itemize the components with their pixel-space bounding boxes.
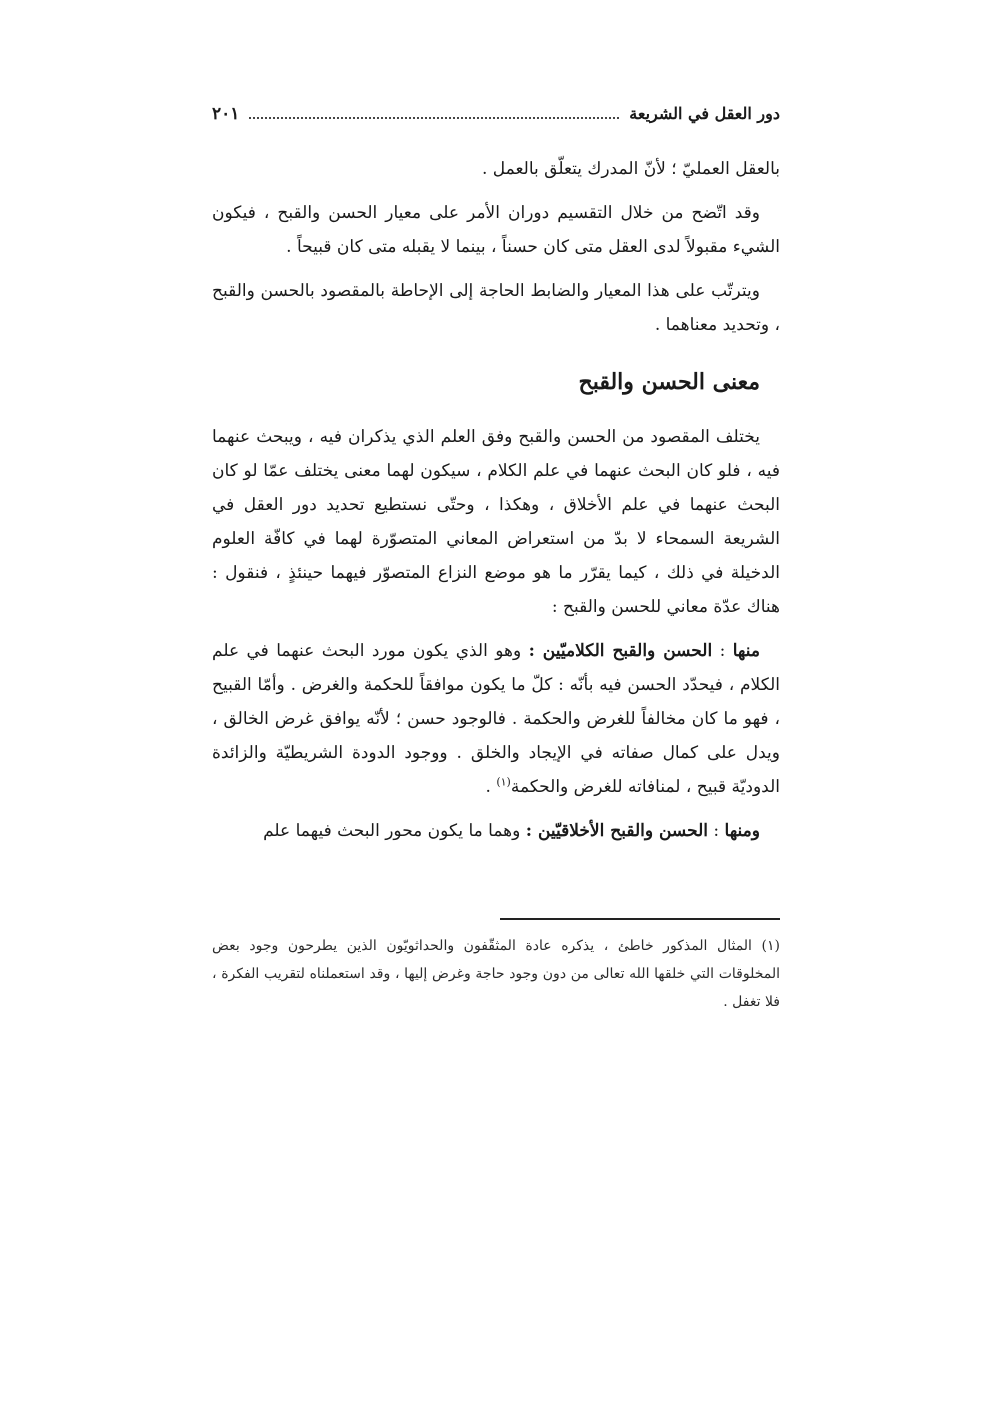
- lead-separator: :: [707, 821, 725, 841]
- paragraph-5: [212, 634, 780, 804]
- lead-separator: :: [712, 641, 733, 661]
- footnote-reference[interactable]: (١): [496, 775, 511, 789]
- paragraph-6: [212, 814, 780, 848]
- body-text: [212, 152, 780, 858]
- paragraph-body: وهو الذي يكون مورد البحث عنهما في علم الكلام ، فيحدّد الحسن فيه بأنّه : كلّ ما يكون موافقاً للحكمة والغرض . وأمّا القبيح ، فهو ما كان مخالفاً للغرض والحكمة . فالوجود حسن ؛ لأنّه يوافق غرض الخالق ، ويدل على كمال صفاته في الإيجاد والخلق . ووجود الدودة الشريطيّة والزائدة الدوديّة قبيح ، لمنافاته للغرض والحكمة: [212, 641, 780, 797]
- running-header: [212, 104, 780, 130]
- section-title: معنى الحسن والقبح: [578, 369, 760, 395]
- lead-prefix: ومنها: [724, 821, 760, 841]
- running-title: دور العقل في الشريعة: [629, 104, 780, 123]
- paragraph-end: .: [485, 777, 497, 797]
- lead-prefix: منها: [732, 641, 760, 661]
- paragraph-2: وقد اتّضح من خلال التقسيم دوران الأمر على معيار الحسن والقبح ، فيكون الشيء مقبولاً لدى العقل متى كان حسناً ، بينما لا يقبله متى كان قبيحاً .: [212, 203, 780, 257]
- paragraph-3: ويترتّب على هذا المعيار والضابط الحاجة إلى الإحاطة بالمقصود بالحسن والقبح ، وتحديد معناهما .: [212, 281, 780, 335]
- footnote: (١) المثال المذكور خاطئ ، يذكره عادة المثقّفون والحداثويّون الذين يطرحون وجود بعض المخلوقات التي خلقها الله تعالى من دون وجود حاجة وغرض إليها ، وقد استعملناه لتقريب الفكرة ، فلا تغفل .: [212, 938, 780, 1010]
- lead-term: الحسن والقبح الكلاميّين :: [528, 641, 713, 661]
- footnote-divider: [500, 918, 780, 920]
- paragraph-4: يختلف المقصود من الحسن والقبح وفق العلم الذي يذكران فيه ، ويبحث عنهما فيه ، فلو كان البحث عنهما في علم الكلام ، سيكون لهما معنى يختلف عمّا لو كان البحث عنهما في علم الأخلاق ، وهكذا ، وحتّى نستطيع تحديد دور العقل في الشريعة السمحاء لا بدّ من استعراض المعاني المتصوّرة لهما في كافّة العلوم الدخيلة في ذلك ، كيما يقرّر ما هو موضع النزاع المتصوّر فيهما حينئذٍ ، فنقول : هناك عدّة معاني للحسن والقبح :: [212, 427, 780, 617]
- dotted-leader: [249, 107, 619, 119]
- paragraph-body: وهما ما يكون محور البحث فيهما علم: [263, 821, 526, 841]
- paragraph-1: بالعقل العمليّ ؛ لأنّ المدرك يتعلّق بالعمل .: [481, 159, 780, 179]
- lead-term: الحسن والقبح الأخلاقيّين :: [525, 821, 708, 841]
- page-number: ٢٠١: [212, 104, 240, 124]
